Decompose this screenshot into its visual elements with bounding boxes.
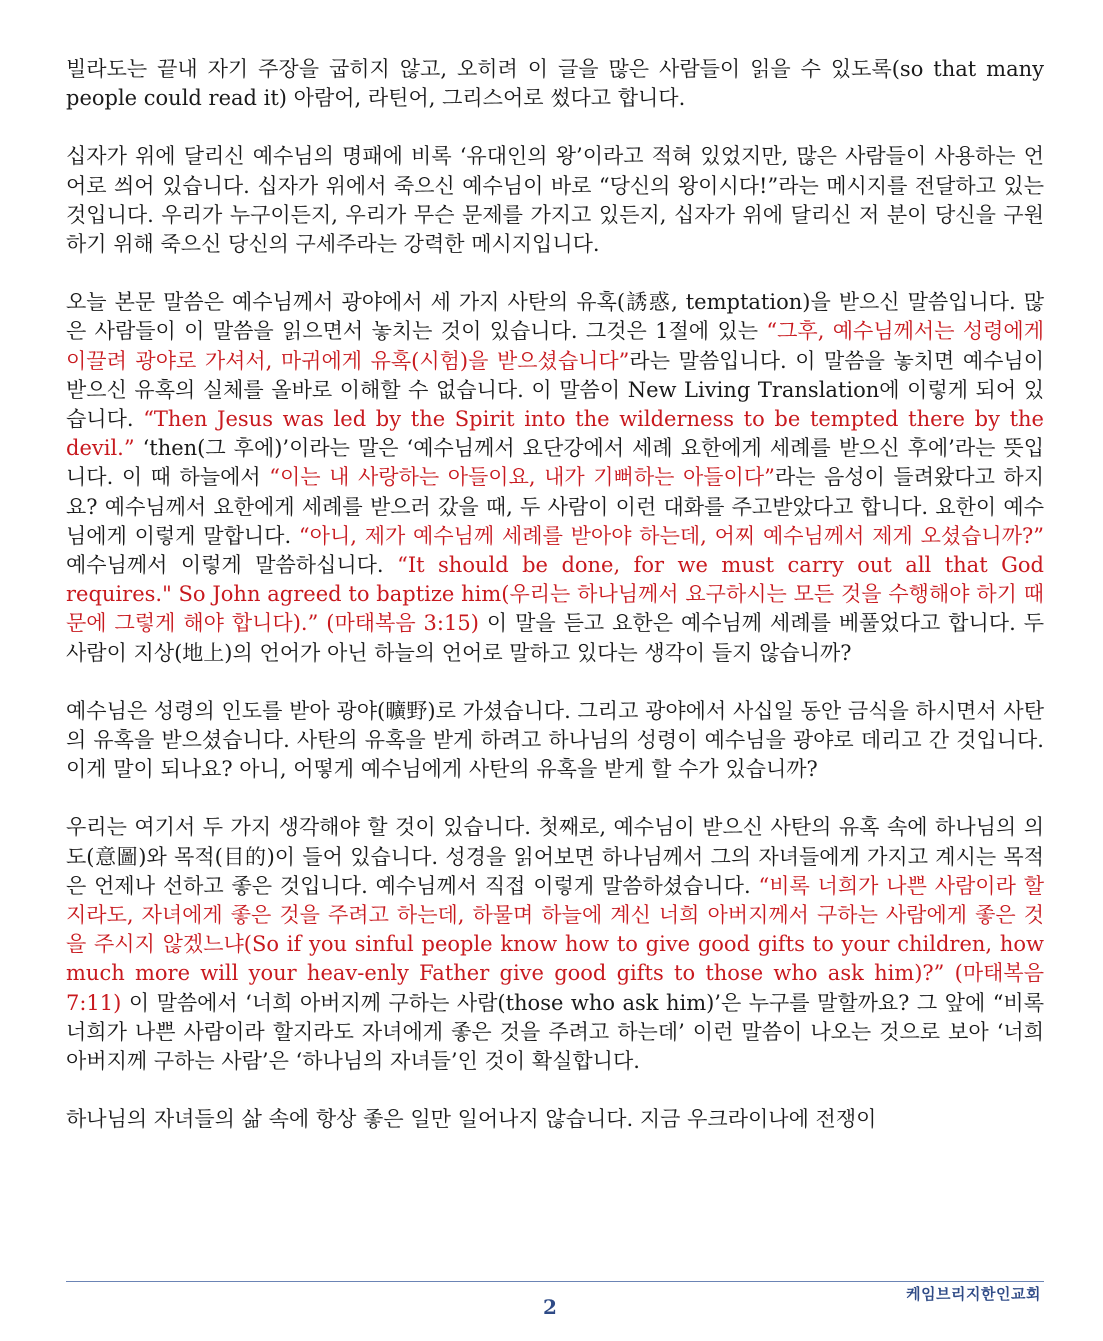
paragraph-4 xyxy=(66,697,1044,785)
paragraph-3-text-a: 오늘 본문 말씀은 예수님께서 광야에서 세 가지 사탄의 유혹(誘惑, temptation)을 받으신 말씀입니다. 많은 사람들이 이 말씀을 읽으면서 놓치는 것이 있습니다. 그것은 1절에 있는 xyxy=(66,290,1044,344)
scripture-quote-nlt: “Then Jesus was led by the Spirit into the wilderness to be tempted there by the devil.” xyxy=(66,407,1044,461)
paragraph-2-text: 십자가 위에 달리신 예수님의 명패에 비록 ‘유대인의 왕’이라고 적혀 있었지만, 많은 사람들이 사용하는 언어로 씌어 있습니다. 십자가 위에서 죽으신 예수님이 바로 “당신의 왕이시다!”라는 메시지를 전달하고 있는 것입니다. 우리가 누구이든지, 우리가 무슨 문제를 가지고 있든지, 십자가 위에 달리신 저 분이 당신을 구원하기 위해 죽으신 당신의 구세주라는 강력한 메시지입니다. xyxy=(66,144,1044,257)
paragraph-1-text: 빌라도는 끝내 자기 주장을 굽히지 않고, 오히려 이 글을 많은 사람들이 읽을 수 있도록(so that many people could read it) 아람어, 라틴어, 그리스어로 썼다고 합니다. xyxy=(66,57,1044,111)
paragraph-2 xyxy=(66,142,1044,259)
paragraph-6-text: 하나님의 자녀들의 삶 속에 항상 좋은 일만 일어나지 않습니다. 지금 우크라이나에 전쟁이 xyxy=(66,1107,877,1132)
paragraph-4-text: 예수님은 성령의 인도를 받아 광야(曠野)로 가셨습니다. 그리고 광야에서 사십일 동안 금식을 하시면서 사탄의 유혹을 받으셨습니다. 사탄의 유혹을 받게 하려고 하나님의 성령이 예수님을 광야로 데리고 간 것입니다. 이게 말이 되나요? 아니, 어떻게 예수님에게 사탄의 유혹을 받게 할 수가 있습니까? xyxy=(66,698,1044,782)
paragraph-3-text-b: 라는 말씀입니다. 이 말씀을 놓치면 예수님이 받으신 유혹의 실체를 올바로 이해할 수 없습니다. 이 말씀이 New Living Translation에 이렇게 되어 있습니다. xyxy=(66,348,1044,432)
page-body xyxy=(66,55,1044,1164)
scripture-quote-matthew-3-15: “It should be done, for we must carry out all that God requires." So John agreed to baptize him(우리는 하나님께서 요구하시는 모든 것을 수행해야 하기 때문에 그렇게 해야 합니다).” (마태복음 3:15) xyxy=(66,553,1044,636)
paragraph-3 xyxy=(66,288,1044,668)
paragraph-3-text-e: 예수님께서 이렇게 말씀하십니다. xyxy=(66,553,398,578)
paragraph-5-text-b: 이 말씀에서 ‘너희 아버지께 구하는 사람(those who ask him)’은 누구를 말할까요? 그 앞에 “비록 너희가 나쁜 사람이라 할지라도 자녀에게 좋은 것을 주려고 하는데’ 이런 말씀이 나오는 것으로 보아 ‘너희 아버지께 구하는 사람’은 ‘하나님의 자녀들’인 것이 확실합니다. xyxy=(66,990,1044,1074)
paragraph-3-text-d: 라는 음성이 들려왔다고 하지요? 예수님께서 요한에게 세례를 받으러 갔을 때, 두 사람이 이런 대화를 주고받았다고 합니다. 요한이 예수님에게 이렇게 말합니다. xyxy=(66,465,1045,548)
church-name: 케임브리지한인교회 xyxy=(906,1285,1041,1303)
paragraph-3-text-c: ‘then(그 후에)’이라는 말은 ‘예수님께서 요단강에서 세례 요한에게 세례를 받으신 후에’라는 뜻입니다. 이 때 하늘에서 xyxy=(66,436,1044,490)
page-number: 2 xyxy=(543,1295,557,1319)
footer-rule xyxy=(66,1281,1044,1282)
scripture-quote-matthew-7-11: “비록 너희가 나쁜 사람이라 할지라도, 자녀에게 좋은 것을 주려고 하는데, 하물며 하늘에 계신 너희 아버지께서 구하는 사람에게 좋은 것을 주시지 않겠느냐(So if you sinful people know how to give good gifts to your children, how much more will your heav-enly Father give good gifts to those who ask him)?” (마태복음 7:11) xyxy=(66,873,1044,1015)
paragraph-6 xyxy=(66,1105,1044,1134)
scripture-quote-john: “아니, 제가 예수님께 세례를 받아야 하는데, 어찌 예수님께서 제게 오셨습니까?” xyxy=(298,523,1044,548)
scripture-quote-verse-1: “그후, 예수님께서는 성령에게 이끌려 광야로 가셔서, 마귀에게 유혹(시험)을 받으셨습니다” xyxy=(66,319,1044,373)
scripture-quote-beloved-son: “이는 내 사랑하는 아들이요, 내가 기뻐하는 아들이다” xyxy=(269,465,775,490)
paragraph-5-text-a: 우리는 여기서 두 가지 생각해야 할 것이 있습니다. 첫째로, 예수님이 받으신 사탄의 유혹 속에 하나님의 의도(意圖)와 목적(目的)이 들어 있습니다. 성경을 읽어보면 하나님께서 그의 자녀들에게 가지고 계시는 목적은 언제나 선하고 좋은 것입니다. 예수님께서 직접 이렇게 말씀하셨습니다. xyxy=(66,815,1044,898)
paragraph-1 xyxy=(66,55,1044,113)
paragraph-5 xyxy=(66,813,1044,1076)
paragraph-3-text-f: 이 말을 듣고 요한은 예수님께 세례를 베풀었다고 합니다. 두 사람이 지상(地上)의 언어가 아닌 하늘의 언어로 말하고 있다는 생각이 들지 않습니까? xyxy=(66,611,1044,665)
